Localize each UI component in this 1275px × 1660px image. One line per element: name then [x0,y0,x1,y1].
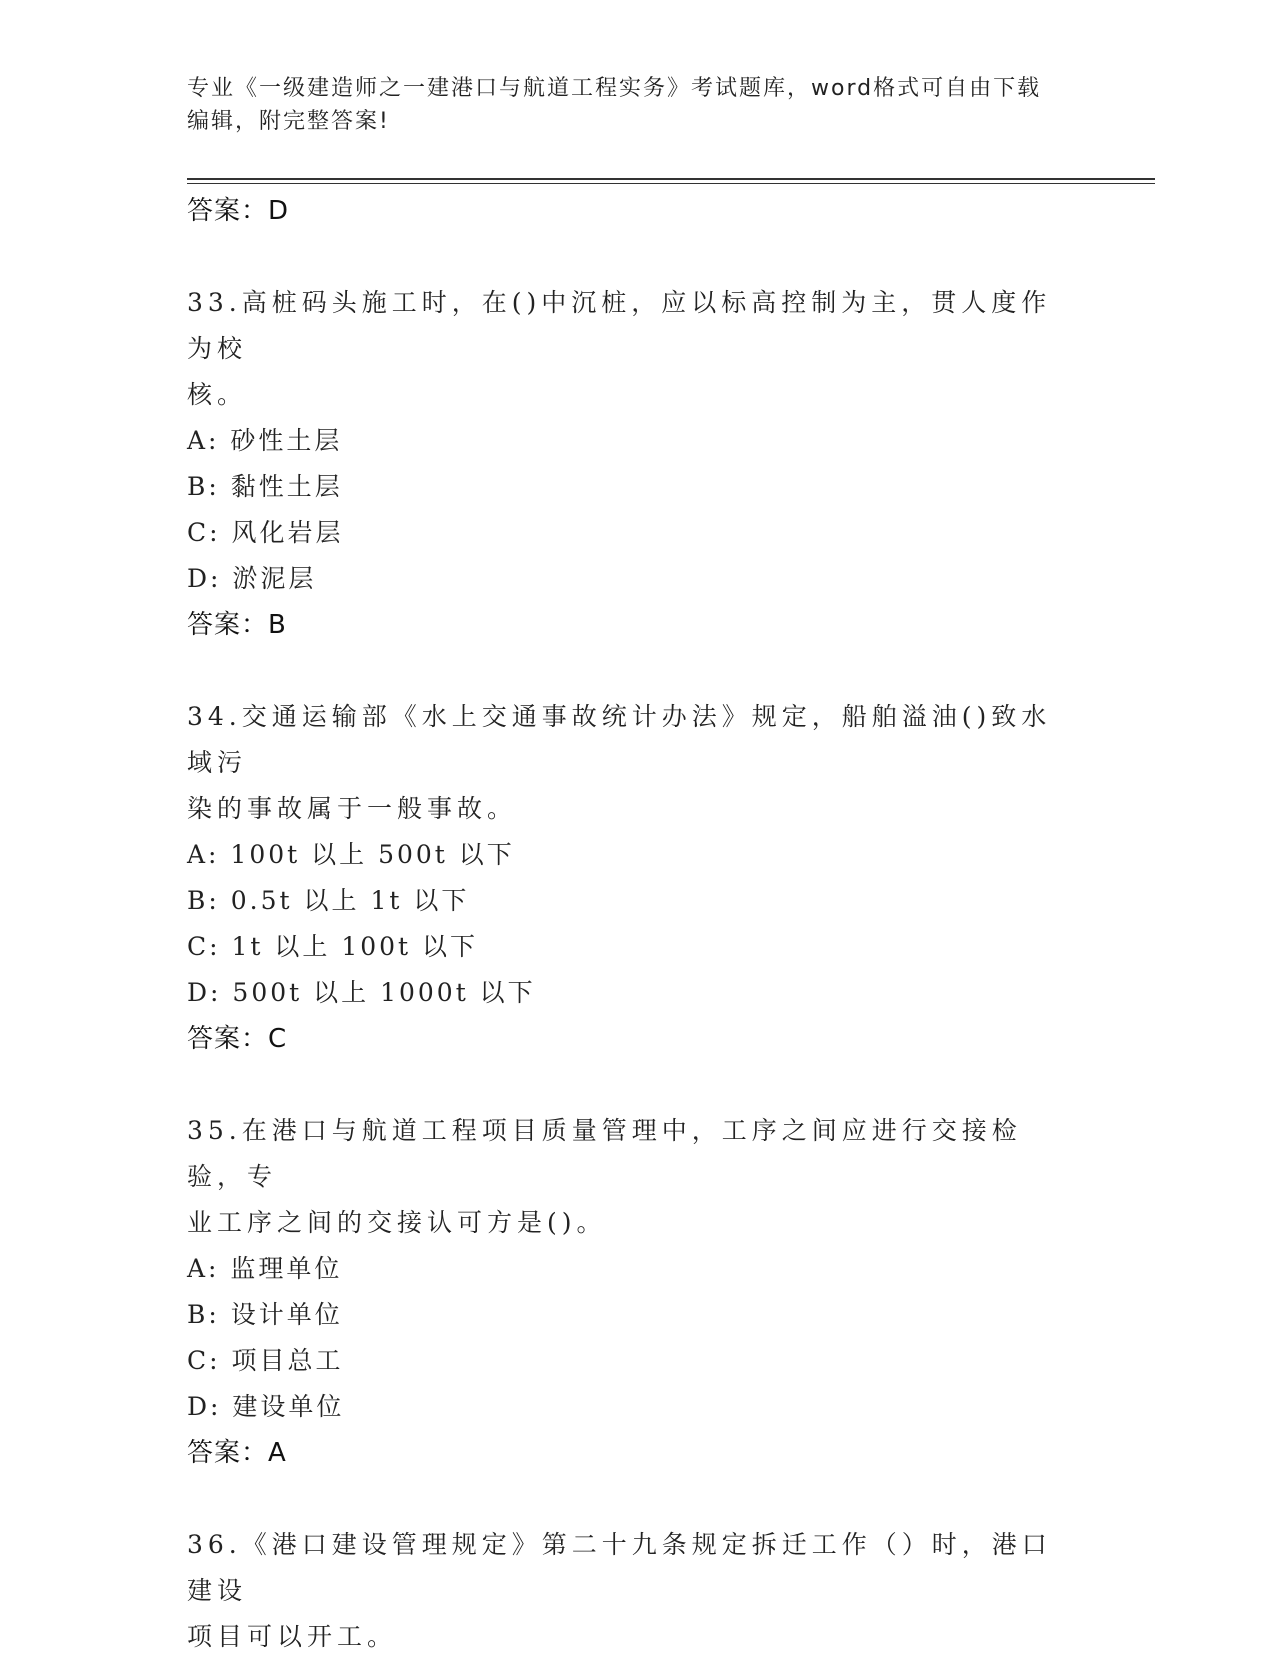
question-stem: 34.交通运输部《水上交通事故统计办法》规定，船舶溢油()致水域污 [187,702,1052,777]
question-list [187,188,1077,1660]
option-c: C: 风化岩层 [187,518,344,547]
option-b: B: 设计单位 [187,1300,343,1329]
answer-label: 答案：A [187,1438,287,1468]
spacer [187,1062,1077,1108]
question-33 [187,280,1077,648]
spacer [187,234,1077,280]
option-a: A: 监理单位 [187,1254,343,1283]
option-d: D: 建设单位 [187,1392,345,1421]
option-b: B: 0.5t 以上 1t 以下 [187,886,470,915]
option-c: C: 1t 以上 100t 以下 [187,932,479,961]
spacer [187,648,1077,694]
question-stem: 33.高桩码头施工时，在()中沉桩，应以标高控制为主，贯人度作为校 [187,288,1052,363]
question-stem: 35.在港口与航道工程项目质量管理中，工序之间应进行交接检验，专 [187,1116,1022,1191]
question-stem-continued: 业工序之间的交接认可方是()。 [187,1208,607,1237]
document-header [187,72,1087,138]
option-a: A: 100t 以上 500t 以下 [187,840,515,869]
question-stem-continued: 染的事故属于一般事故。 [187,794,518,823]
header-line-1: 专业《一级建造师之一建港口与航道工程实务》考试题库，word格式可自由下载 [187,76,1042,101]
header-divider-thick [187,178,1155,180]
header-line-2: 编辑，附完整答案! [187,109,390,134]
option-d: D: 500t 以上 1000t 以下 [187,978,536,1007]
question-35 [187,1108,1077,1476]
option-d: D: 淤泥层 [187,564,317,593]
previous-answer: 答案：D [187,196,290,226]
question-36 [187,1522,1077,1660]
question-stem: 36.《港口建设管理规定》第二十九条规定拆迁工作（）时，港口建设 [187,1530,1052,1605]
spacer [187,1476,1077,1522]
header-divider-thin [187,183,1155,184]
option-b: B: 黏性土层 [187,472,343,501]
option-c: C: 项目总工 [187,1346,344,1375]
question-stem-continued: 核。 [187,380,248,409]
question-34 [187,694,1077,1062]
answer-label: 答案：B [187,610,287,640]
question-stem-continued: 项目可以开工。 [187,1622,398,1651]
option-a: A: 砂性土层 [187,426,343,455]
answer-label: 答案：C [187,1024,288,1054]
